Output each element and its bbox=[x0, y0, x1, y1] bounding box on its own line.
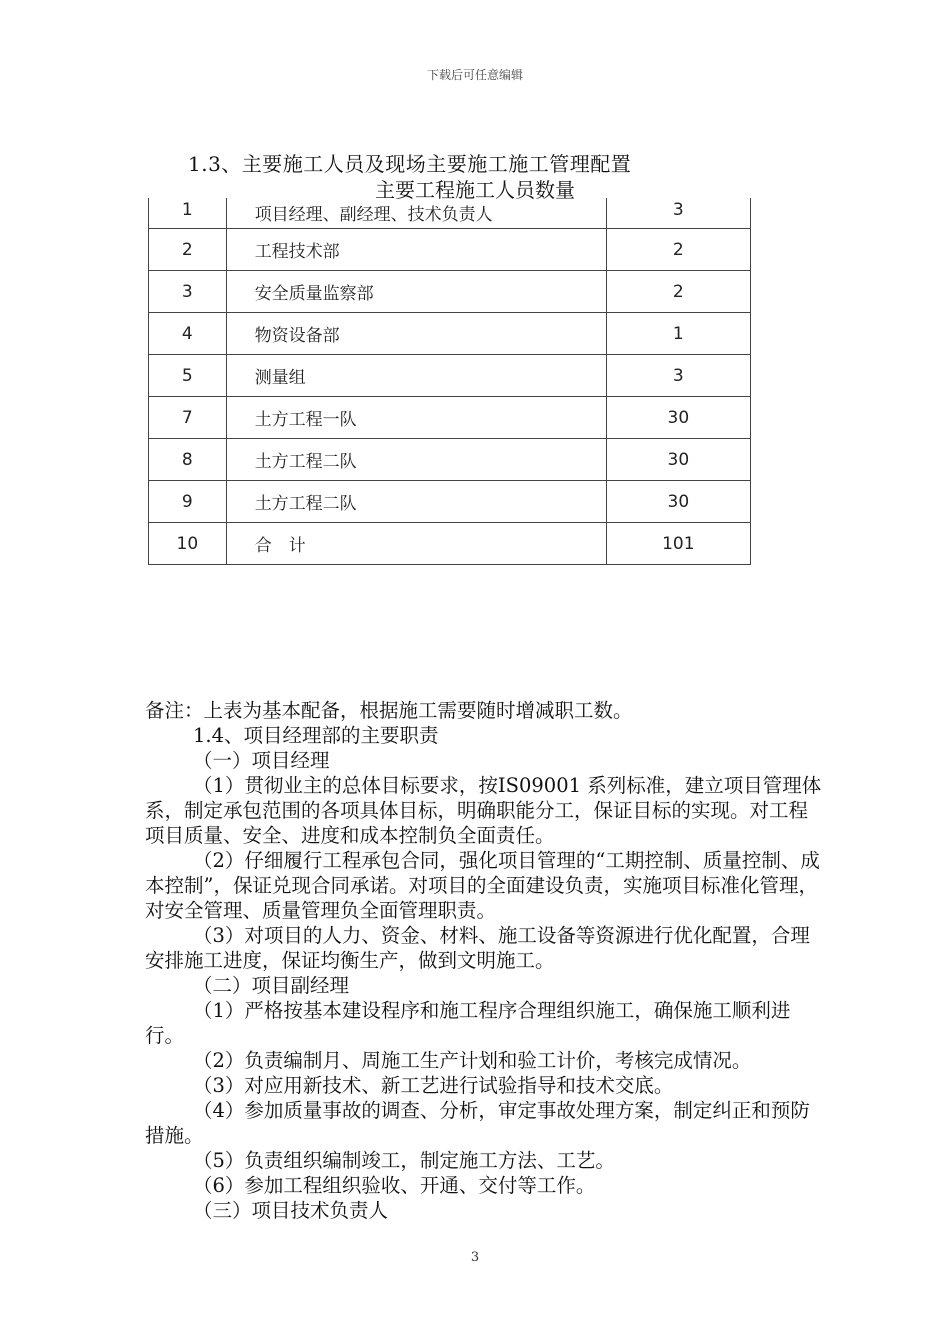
table-row bbox=[149, 481, 751, 523]
row-name-cell: 土方工程二队 bbox=[226, 481, 606, 523]
row-name-cell: 合 计 bbox=[226, 523, 606, 565]
staff-table bbox=[148, 198, 751, 565]
paragraph: （3）对项目的人力、资金、材料、施工设备等资源进行优化配置，合理安排施工进度，保证均衡生产，做到文明施工。 bbox=[145, 924, 810, 972]
table-row bbox=[149, 198, 751, 229]
paragraph: （3）对应用新技术、新工艺进行试验指导和技术交底。 bbox=[193, 1074, 674, 1097]
table-row bbox=[149, 355, 751, 397]
paragraph: （4）参加质量事故的调查、分析，审定事故处理方案，制定纠正和预防措施。 bbox=[145, 1099, 810, 1147]
row-count-cell: 2 bbox=[606, 271, 750, 313]
subsection-heading: （三）项目技术负责人 bbox=[193, 1199, 389, 1222]
row-number-cell: 8 bbox=[149, 439, 227, 481]
row-number-cell: 7 bbox=[149, 397, 227, 439]
row-number-cell: 10 bbox=[149, 523, 227, 565]
section-title: 1.3、主要施工人员及现场主要施工施工管理配置 bbox=[188, 152, 632, 176]
row-name-cell: 土方工程二队 bbox=[226, 439, 606, 481]
row-name-cell: 安全质量监察部 bbox=[226, 271, 606, 313]
paragraph: （2）仔细履行工程承包合同，强化项目管理的“工期控制、质量控制、成本控制”，保证兑现合同承诺。对项目的全面建设负责，实施项目标准化管理，对安全管理、质量管理负全面管理职责。 bbox=[145, 849, 820, 922]
row-count-cell: 101 bbox=[606, 523, 750, 565]
row-name-cell: 物资设备部 bbox=[226, 313, 606, 355]
page-number: 3 bbox=[470, 1250, 480, 1265]
row-count-cell: 30 bbox=[606, 397, 750, 439]
row-number-cell: 2 bbox=[149, 229, 227, 271]
table-title: 主要工程施工人员数量 bbox=[375, 178, 575, 202]
row-number-cell: 5 bbox=[149, 355, 227, 397]
row-number-cell: 3 bbox=[149, 271, 227, 313]
paragraph: （2）负责编制月、周施工生产计划和验工计价，考核完成情况。 bbox=[193, 1049, 752, 1072]
paragraph: （6）参加工程组织验收、开通、交付等工作。 bbox=[193, 1174, 596, 1197]
row-number-cell: 1 bbox=[149, 198, 227, 229]
row-name-cell: 工程技术部 bbox=[226, 229, 606, 271]
body-content bbox=[145, 698, 825, 1223]
subsection-heading: （二）项目副经理 bbox=[193, 974, 350, 997]
paragraph: （1）贯彻业主的总体目标要求，按IS09001 系列标准，建立项目管理体系，制定承包范围的各项具体目标，明确职能分工，保证目标的实现。对工程项目质量、安全、进度和成本控制负全面责任。 bbox=[145, 774, 822, 847]
table-row bbox=[149, 271, 751, 313]
table-row bbox=[149, 439, 751, 481]
row-name-cell: 测量组 bbox=[226, 355, 606, 397]
row-name-cell: 土方工程一队 bbox=[226, 397, 606, 439]
table-row bbox=[149, 229, 751, 271]
header-note: 下载后可任意编辑 bbox=[426, 68, 523, 82]
row-count-cell: 2 bbox=[606, 229, 750, 271]
section-1-4-heading: 1.4、项目经理部的主要职责 bbox=[193, 724, 439, 747]
row-count-cell: 1 bbox=[606, 313, 750, 355]
table-note: 备注：上表为基本配备，根据施工需要随时增减职工数。 bbox=[145, 699, 633, 722]
row-count-cell: 3 bbox=[606, 198, 750, 229]
table-row bbox=[149, 523, 751, 565]
row-number-cell: 9 bbox=[149, 481, 227, 523]
subsection-heading: （一）项目经理 bbox=[193, 749, 330, 772]
paragraph: （1）严格按基本建设程序和施工程序合理组织施工，确保施工顺利进行。 bbox=[145, 999, 791, 1047]
row-count-cell: 30 bbox=[606, 439, 750, 481]
paragraph: （5）负责组织编制竣工，制定施工方法、工艺。 bbox=[193, 1149, 615, 1172]
table-row bbox=[149, 313, 751, 355]
row-number-cell: 4 bbox=[149, 313, 227, 355]
table-row bbox=[149, 397, 751, 439]
row-name-cell: 项目经理、副经理、技术负责人 bbox=[226, 198, 606, 229]
row-count-cell: 3 bbox=[606, 355, 750, 397]
row-count-cell: 30 bbox=[606, 481, 750, 523]
